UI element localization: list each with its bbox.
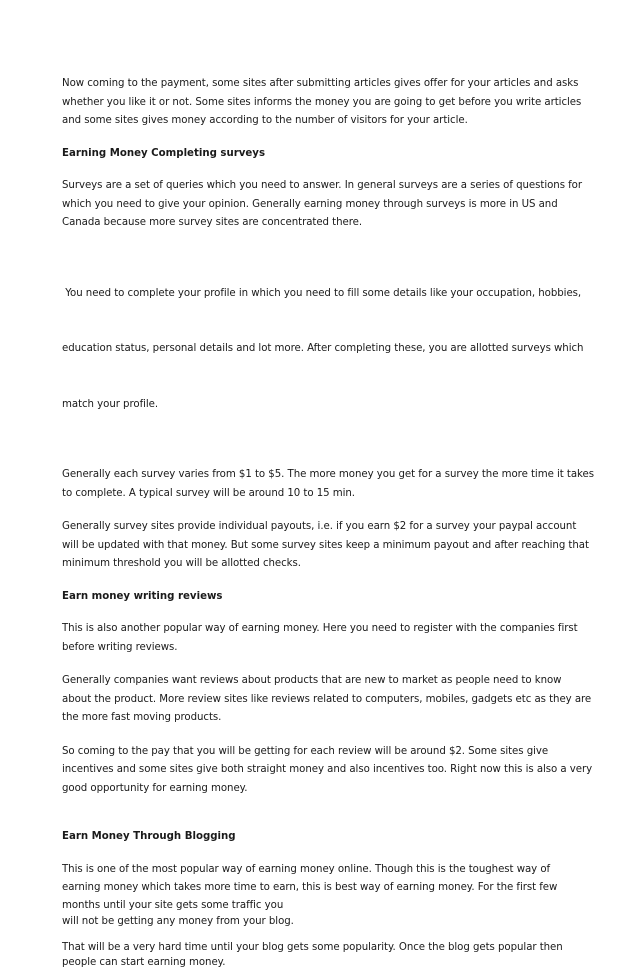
heading-reviews: Earn money writing reviews (62, 590, 223, 602)
text-line: good opportunity for earning money. (62, 782, 248, 794)
paragraph-payment (62, 75, 582, 131)
text-line: This is also another popular way of earning money. Here you need to register with the companies first (62, 623, 578, 634)
text-line: match your profile. (62, 398, 159, 410)
text-line: whether you like it or not. Some sites informs the money you are going to get before you write articles (62, 96, 582, 108)
paragraph-surveys-payouts (62, 518, 589, 574)
text-line: which you need to give your opinion. Generally earning money through surveys is more in US and (62, 198, 558, 210)
text-line: and some sites gives money according to the number of visitors for your article. (62, 115, 468, 126)
paragraph-blogging-popularity (62, 940, 582, 970)
text-line: This is one of the most popular way of earning money online. Though this is the toughest way of (62, 863, 551, 875)
paragraph-surveys-intro (62, 177, 582, 233)
text-line: Surveys are a set of queries which you need to answer. In general surveys are a series of questions for (62, 180, 582, 191)
heading-blogging: Earn Money Through Blogging (62, 831, 236, 842)
text-line: Now coming to the payment, some sites after submitting articles gives offer for your articles and asks (62, 78, 579, 89)
text-line: to complete. A typical survey will be around 10 to 15 min. (62, 487, 355, 499)
text-line: incentives and some sites give both straight money and also incentives too. Right now this is also a very (62, 764, 593, 775)
paragraph-reviews-intro (62, 620, 582, 657)
text-line: about the product. More review sites like reviews related to computers, mobiles, gadgets etc as they are (62, 693, 592, 705)
text-line: You need to complete your profile in which you need to fill some details like your occupation, hobbies, (62, 287, 582, 299)
paragraph-surveys-pay (62, 466, 595, 503)
text-line: So coming to the pay that you will be getting for each review will be around $2. Some sites give (62, 745, 549, 757)
paragraph-surveys-profile (62, 248, 582, 452)
paragraph-blogging-intro (62, 861, 582, 930)
heading-surveys: Earning Money Completing surveys (62, 147, 266, 159)
text-line: education status, personal details and lot more. After completing these, you are allotted surveys which (62, 343, 584, 354)
text-line: minimum threshold you will be allotted checks. (62, 558, 301, 569)
text-line: Generally survey sites provide individual payouts, i.e. if you earn $2 for a survey your paypal account (62, 521, 577, 532)
text-line: people can start earning money. (62, 956, 226, 968)
text-line: earning money which takes more time to earn, this is best way of earning money. For the first few (62, 882, 558, 893)
text-line: Canada because more survey sites are concentrated there. (62, 217, 363, 228)
text-line: Generally companies want reviews about products that are new to market as people need to know (62, 675, 562, 686)
text-line: the more fast moving products. (62, 712, 222, 723)
text-line: will be updated with that money. But some survey sites keep a minimum payout and after reaching that (62, 539, 589, 551)
text-line: Generally each survey varies from $1 to $5. The more money you get for a survey the more time it takes (62, 469, 595, 480)
text-line: That will be a very hard time until your blog gets some popularity. Once the blog gets popular then (62, 941, 563, 953)
text-line: will not be getting any money from your blog. (62, 915, 294, 927)
text-line: months until your site gets some traffic you (62, 899, 284, 911)
text-line: before writing reviews. (62, 641, 178, 653)
document-page (62, 75, 595, 970)
paragraph-reviews-products (62, 672, 592, 728)
paragraph-reviews-pay (62, 743, 593, 799)
